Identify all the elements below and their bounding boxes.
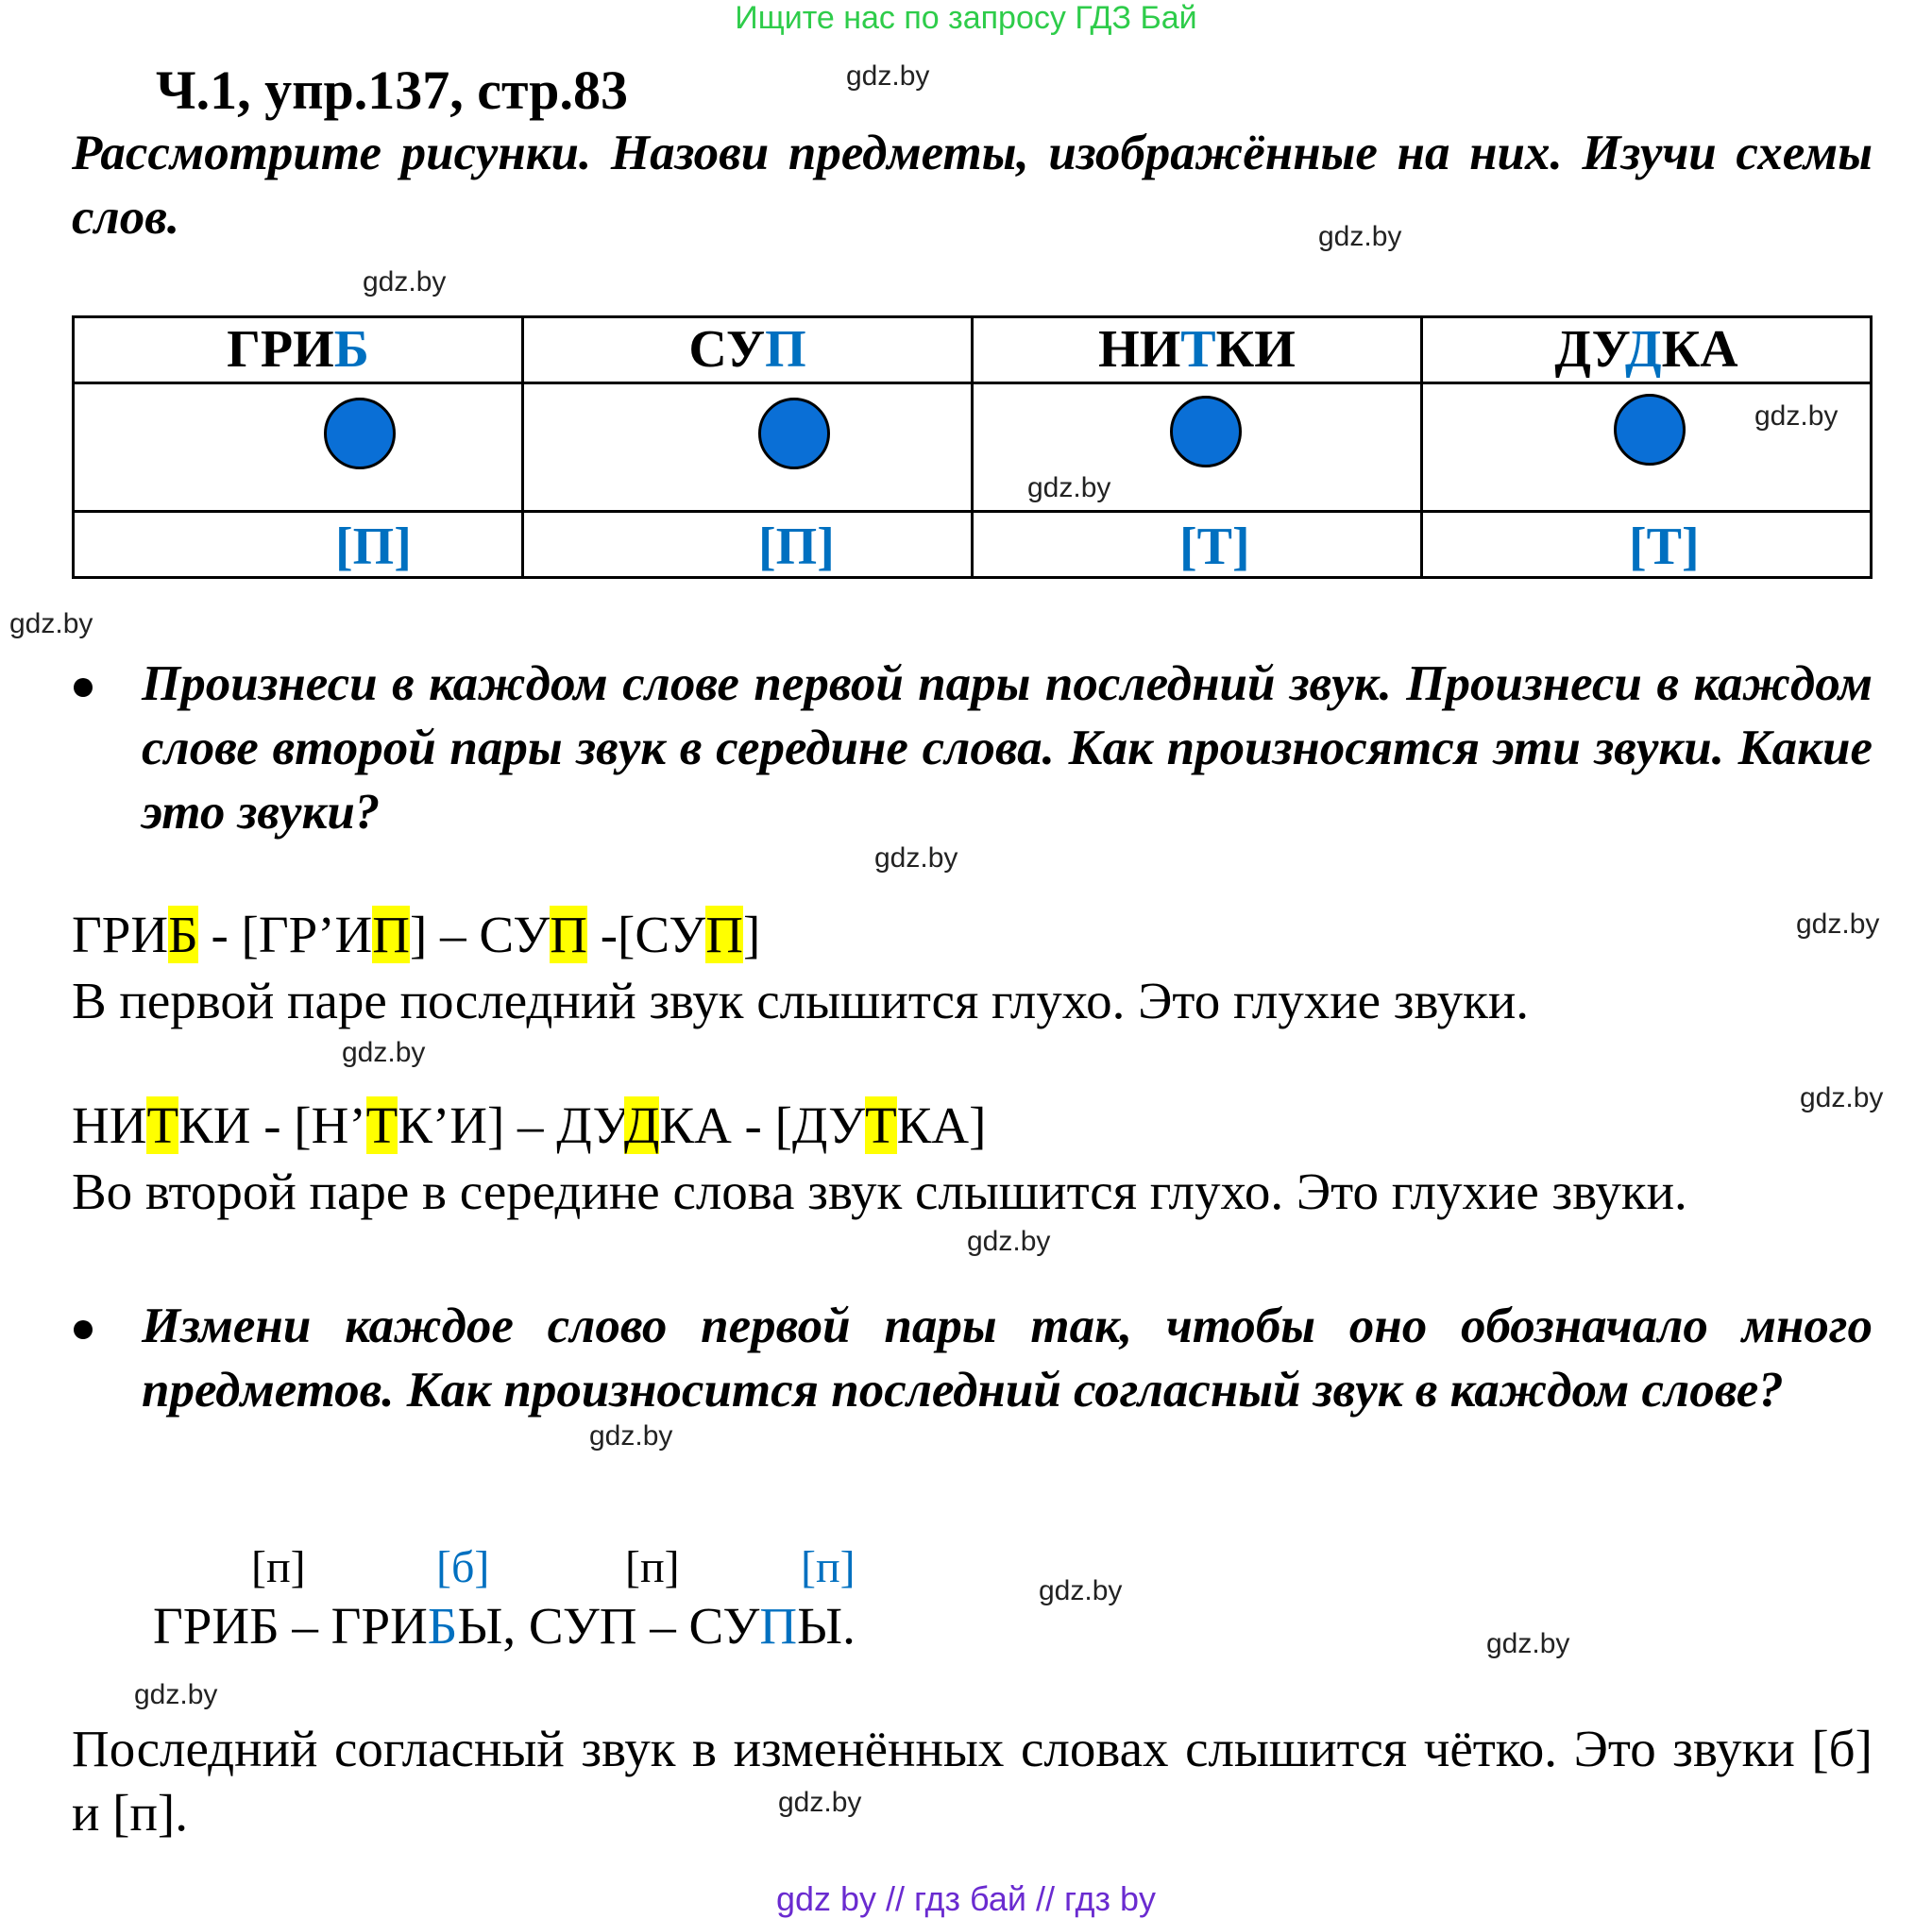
sound-cell: [П] [523, 512, 973, 578]
sound-label: [п] [801, 1542, 856, 1592]
pair-1-explanation: В первой паре последний звук слышится глухо. Это глухие звуки. [72, 972, 1530, 1029]
task-instruction-1: Рассмотрите рисунки. Назови предметы, изображённые на них. Изучи схемы слов. [72, 126, 1873, 245]
footer-links[interactable]: gdz by // гдз бай // гдз by [775, 1879, 1157, 1918]
scheme-cell [523, 383, 973, 512]
word-cell: НИТКИ [973, 317, 1422, 383]
consonant-dot-icon [1614, 394, 1686, 466]
watermark: gdz.by [1796, 909, 1880, 940]
plural-forms: ГРИБ – ГРИБЫ, СУП – СУПЫ. [153, 1597, 856, 1655]
pair-2-transcription: НИТКИ - [Н’ТК’И] – ДУДКА - [ДУТКА] [72, 1096, 987, 1154]
watermark: gdz.by [1318, 221, 1402, 252]
task-instruction-2: Произнеси в каждом слове первой пары последний звук. Произнеси в каждом слове второй пары звук в середине слова. Как произносятся эти звуки. Какие это звуки? [142, 656, 1873, 840]
watermark: gdz.by [1027, 472, 1111, 503]
watermark: gdz.by [967, 1226, 1051, 1257]
watermark: gdz.by [9, 608, 93, 639]
word-scheme-table [72, 315, 1873, 579]
watermark: gdz.by [846, 60, 930, 92]
watermark: gdz.by [1800, 1082, 1884, 1113]
bullet-icon [74, 1320, 93, 1339]
search-banner: Ищите нас по запросу ГДЗ Бай [735, 0, 1197, 36]
watermark: gdz.by [778, 1787, 862, 1818]
task-instruction-3: Измени каждое слово первой пары так, чтобы оно обозначало много предметов. Как произносится последний согласный звук в каждом слове? [142, 1299, 1873, 1418]
word-cell: СУП [523, 317, 973, 383]
watermark: gdz.by [363, 266, 447, 297]
sound-label: [б] [436, 1542, 490, 1592]
sound-cell: [Т] [973, 512, 1422, 578]
watermark: gdz.by [1486, 1628, 1570, 1659]
pair-1-transcription: ГРИБ - [ГР’ИП] – СУП -[СУП] [72, 906, 761, 963]
consonant-dot-icon [758, 398, 830, 469]
page-title: Ч.1, упр.137, стр.83 [156, 59, 628, 121]
conclusion-text: Последний согласный звук в изменённых словах слышится чётко. Это звуки [б] и [п]. [72, 1720, 1873, 1842]
watermark: gdz.by [1754, 400, 1839, 432]
watermark: gdz.by [589, 1420, 673, 1452]
watermark: gdz.by [134, 1679, 218, 1710]
consonant-dot-icon [1170, 396, 1242, 467]
word-cell: ГРИБ [74, 317, 523, 383]
sound-label: [п] [251, 1542, 306, 1592]
sound-cell: [П] [74, 512, 523, 578]
sound-cell: [Т] [1422, 512, 1872, 578]
pair-2-explanation: Во второй паре в середине слова звук слышится глухо. Это глухие звуки. [72, 1163, 1687, 1220]
watermark: gdz.by [1039, 1575, 1123, 1606]
sound-label: [п] [625, 1542, 680, 1592]
scheme-cell [74, 383, 523, 512]
word-cell: ДУДКА [1422, 317, 1872, 383]
consonant-dot-icon [324, 398, 396, 469]
watermark: gdz.by [874, 842, 958, 874]
watermark: gdz.by [342, 1037, 426, 1068]
bullet-icon [74, 678, 93, 697]
